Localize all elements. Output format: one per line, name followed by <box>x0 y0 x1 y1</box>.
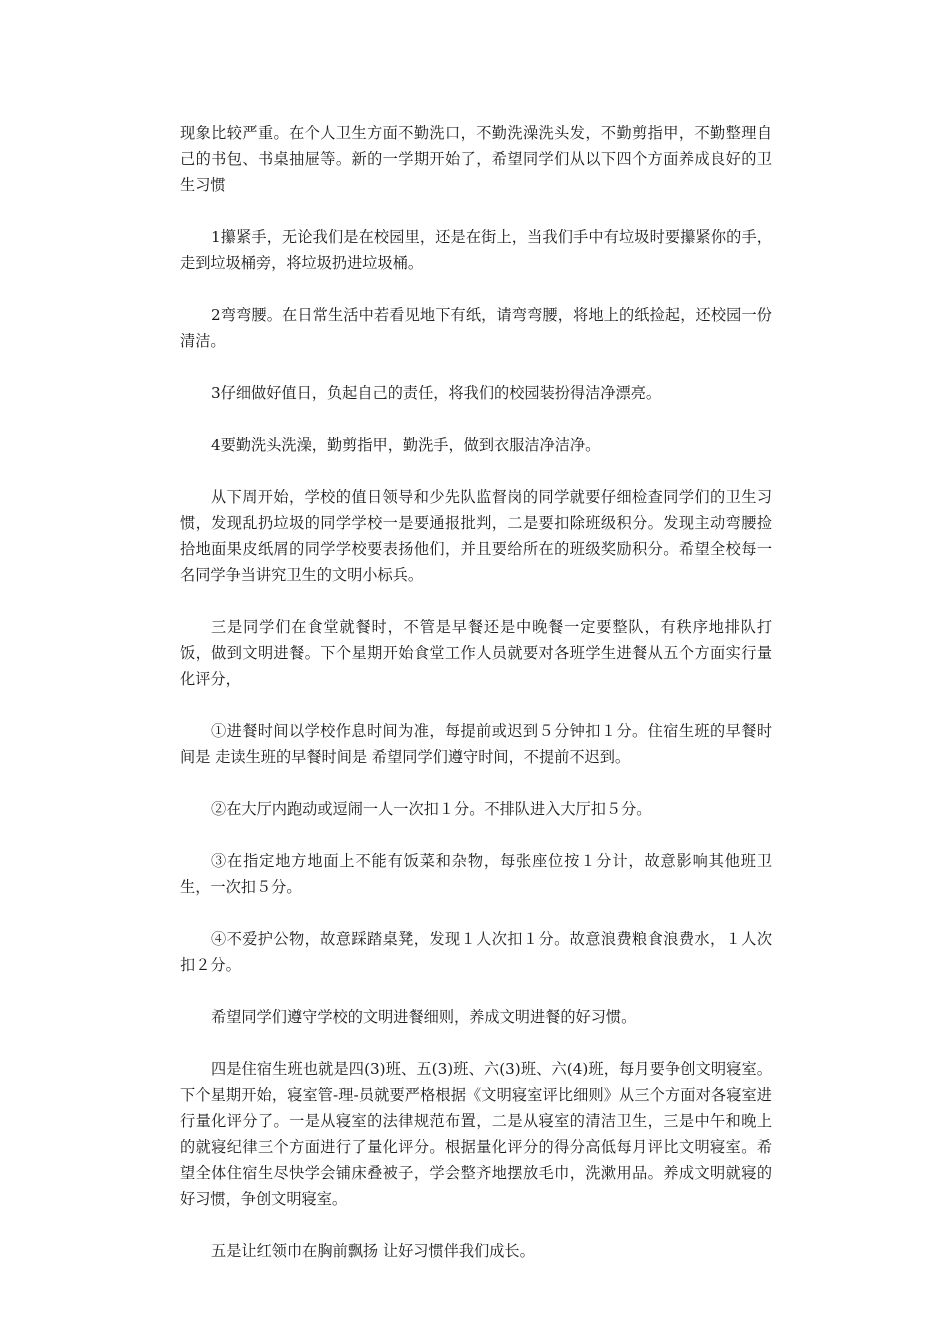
paragraph-8: ①进餐时间以学校作息时间为准，每提前或迟到５分钟扣１分。住宿生班的早餐时间是 走读生班的早餐时间是 希望同学们遵守时间，不提前不迟到。 <box>180 722 772 766</box>
paragraph-5: 4要勤洗头洗澡，勤剪指甲，勤洗手，做到衣服洁净洁净。 <box>211 436 601 454</box>
document-page <box>180 120 772 1290</box>
paragraph-7: 三是同学们在食堂就餐时，不管是早餐还是中晚餐一定要整队，有秩序地排队打饭，做到文明进餐。下个星期开始食堂工作人员就要对各班学生进餐从五个方面实行量化评分， <box>180 618 772 688</box>
paragraph-14: 五是让红领巾在胸前飘扬 让好习惯伴我们成长。 <box>211 1242 535 1260</box>
paragraph-3: 2弯弯腰。在日常生活中若看见地下有纸，请弯弯腰，将地上的纸捡起，还校园一份清洁。 <box>180 306 772 350</box>
paragraph-10: ③在指定地方地面上不能有饭菜和杂物，每张座位按１分计，故意影响其他班卫生，一次扣５分。 <box>180 852 772 896</box>
paragraph-11: ④不爱护公物，故意踩踏桌凳，发现１人次扣１分。故意浪费粮食浪费水，１人次扣２分。 <box>180 930 772 974</box>
paragraph-6: 从下周开始，学校的值日领导和少先队监督岗的同学就要仔细检查同学们的卫生习惯，发现乱扔垃圾的同学学校一是要通报批判，二是要扣除班级积分。发现主动弯腰捡拾地面果皮纸屑的同学学校要表扬他们，并且要给所在的班级奖励积分。希望全校每一名同学争当讲究卫生的文明小标兵。 <box>180 488 772 584</box>
paragraph-13: 四是住宿生班也就是四(3)班、五(3)班、六(3)班、六(4)班，每月要争创文明寝室。下个星期开始，寝室管-理-员就要严格根据《文明寝室评比细则》从三个方面对各寝室进行量化评分了。一是从寝室的法律规范布置，二是从寝室的清洁卫生，三是中午和晚上的就寝纪律三个方面进行了量化评分。根据量化评分的得分高低每月评比文明寝室。希望全体住宿生尽快学会铺床叠被子，学会整齐地摆放毛巾，洗漱用品。养成文明就寝的好习惯，争创文明寝室。 <box>180 1060 772 1208</box>
paragraph-12: 希望同学们遵守学校的文明进餐细则，养成文明进餐的好习惯。 <box>211 1008 637 1026</box>
paragraph-9: ②在大厅内跑动或逗闹一人一次扣１分。不排队进入大厅扣５分。 <box>211 800 652 818</box>
paragraph-1: 现象比较严重。在个人卫生方面不勤洗口，不勤洗澡洗头发，不勤剪指甲，不勤整理自己的书包、书桌抽屉等。新的一学期开始了，希望同学们从以下四个方面养成良好的卫生习惯 <box>180 124 772 194</box>
paragraph-4: 3仔细做好值日，负起自己的责任，将我们的校园装扮得洁净漂亮。 <box>211 384 662 402</box>
paragraph-2: 1攥紧手，无论我们是在校园里，还是在街上，当我们手中有垃圾时要攥紧你的手，走到垃圾桶旁，将垃圾扔进垃圾桶。 <box>180 228 772 272</box>
